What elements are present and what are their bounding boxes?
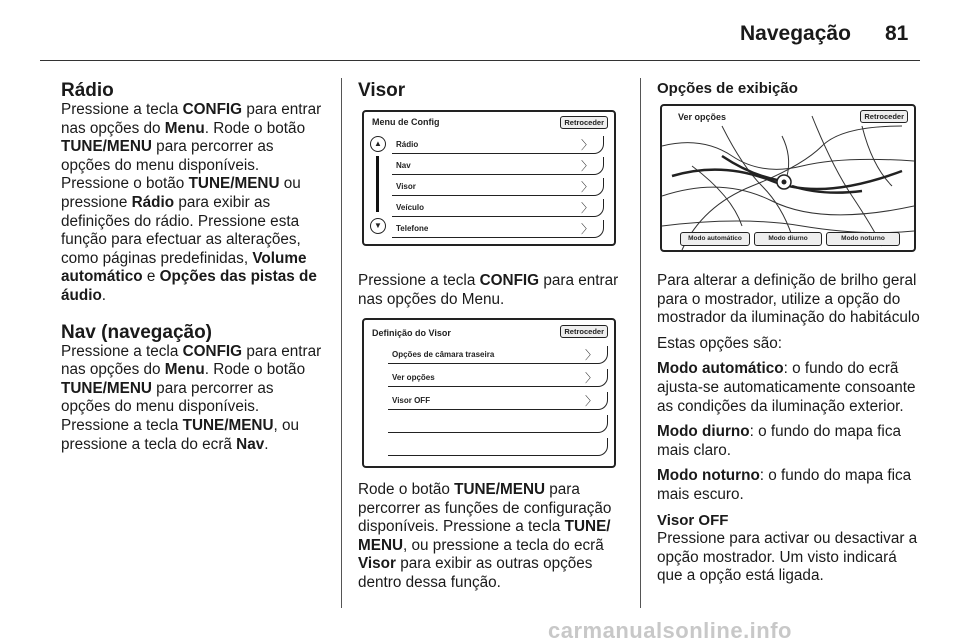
- page-number: 81: [885, 22, 909, 45]
- menu-item-label: Telefone: [396, 224, 429, 233]
- menu-item[interactable]: [388, 346, 608, 364]
- chevron-right-icon: 〉: [584, 348, 597, 362]
- bold-term: Modo automático: [657, 360, 784, 378]
- map-image: [662, 106, 914, 250]
- scrollbar-track: [376, 156, 379, 212]
- column-left: [61, 80, 327, 461]
- auto-mode-button[interactable]: Modo automático: [680, 232, 750, 246]
- column-right-text: [657, 272, 923, 593]
- column-middle-text: [358, 481, 628, 600]
- text-run: para percorrer as funções de configuração disponíveis. Pressione a tecla: [358, 481, 612, 536]
- text-run: para percorrer as opções do menu disponíveis. Pressione a tecla: [61, 379, 274, 434]
- text-run: Estas opções são:: [657, 334, 782, 352]
- bold-term: Visor: [358, 555, 396, 573]
- paragraph: [657, 360, 923, 416]
- column-right: [657, 80, 923, 99]
- text-run: ou pressione: [61, 175, 301, 211]
- back-button: Retroceder: [560, 116, 608, 129]
- paragraph: [657, 272, 923, 328]
- bold-term: Volume automático: [61, 249, 307, 286]
- chevron-right-icon: 〉: [580, 180, 593, 194]
- section-heading-visor: Visor: [358, 80, 406, 101]
- menu-item-label: Visor OFF: [392, 396, 431, 405]
- day-mode-button[interactable]: Modo diurno: [754, 232, 822, 246]
- bold-term: Rádio: [131, 193, 175, 211]
- chevron-right-icon: 〉: [580, 159, 593, 173]
- text-run: Pressione a tecla: [61, 342, 183, 360]
- figure-title: Ver opções: [678, 112, 727, 122]
- text-run: . Rode o botão: [204, 119, 306, 137]
- bold-term: TUNE/ MENU: [358, 518, 611, 554]
- menu-item-label: Ver opções: [392, 373, 435, 382]
- menu-item[interactable]: [392, 157, 604, 175]
- menu-item[interactable]: [388, 438, 608, 456]
- chevron-right-icon: 〉: [584, 394, 597, 408]
- bold-term: Menu: [164, 361, 205, 379]
- night-mode-button[interactable]: Modo noturno: [826, 232, 900, 246]
- text-run: . Rode o botão: [204, 361, 306, 379]
- section-heading-nav: Nav (navegação): [61, 321, 213, 343]
- figure-title: Definição do Visor: [372, 328, 451, 338]
- text-run: Rode o botão: [358, 481, 455, 498]
- menu-item[interactable]: [392, 178, 604, 196]
- section-heading-display-options: Opções de exibição: [657, 80, 798, 97]
- section-heading-visor-off: Visor OFF: [657, 511, 729, 529]
- bold-term: Modo diurno: [657, 423, 750, 441]
- text-run: Pressione a tecla: [61, 101, 183, 118]
- menu-item[interactable]: [392, 136, 604, 154]
- chevron-right-icon: 〉: [580, 222, 593, 236]
- bold-term: TUNE/MENU: [61, 379, 152, 397]
- column-divider: [640, 78, 641, 608]
- text-run: : o fundo do mapa fica mais claro.: [657, 423, 901, 459]
- bold-term: TUNE/MENU: [188, 175, 280, 193]
- text-run: .: [101, 286, 107, 304]
- menu-item[interactable]: [388, 369, 608, 387]
- back-button: Retroceder: [560, 325, 608, 338]
- text-run: , ou pressione a tecla do ecrã: [403, 536, 604, 554]
- menu-item[interactable]: [392, 220, 604, 238]
- text-run: , ou pressione a tecla do ecrã: [61, 416, 300, 453]
- text-run: Pressione a tecla: [358, 272, 480, 289]
- text-run: .: [264, 435, 269, 453]
- bold-term: CONFIG: [182, 101, 243, 118]
- column-middle-text: [358, 272, 626, 316]
- page-title: Navegação: [740, 22, 851, 45]
- bold-term: Nav: [236, 435, 265, 453]
- header-rule: [40, 60, 920, 61]
- paragraph: [657, 530, 923, 586]
- bold-term: Modo noturno: [657, 467, 760, 485]
- paragraph: [657, 335, 923, 354]
- view-options-figure: [660, 104, 916, 252]
- display-settings-figure: [362, 318, 616, 468]
- paragraph: [657, 423, 923, 460]
- text-run: para entrar nas opções do: [61, 342, 322, 379]
- menu-item[interactable]: [392, 199, 604, 217]
- paragraph: [61, 101, 327, 306]
- text-run: para exibir as outras opções dentro dessa função.: [358, 555, 593, 591]
- bold-term: TUNE/MENU: [61, 138, 152, 156]
- menu-item[interactable]: [388, 392, 608, 410]
- bold-term: TUNE/MENU: [182, 416, 274, 434]
- back-button: Retroceder: [860, 110, 908, 123]
- chevron-right-icon: 〉: [584, 371, 597, 385]
- bold-term: CONFIG: [479, 272, 540, 289]
- chevron-right-icon: 〉: [580, 138, 593, 152]
- menu-item-label: Veículo: [396, 203, 425, 212]
- paragraph: [61, 343, 327, 455]
- menu-item-label: Opções de câmara traseira: [392, 350, 495, 359]
- text-run: e: [142, 268, 160, 286]
- menu-item[interactable]: [388, 415, 608, 433]
- text-run: : o fundo do mapa fica mais escuro.: [657, 467, 912, 503]
- text-run: para percorrer as opções do menu disponíveis. Pressione o botão: [61, 138, 274, 193]
- menu-item-label: Visor: [396, 182, 416, 191]
- paragraph: [358, 272, 626, 309]
- menu-item-label: Rádio: [396, 140, 419, 149]
- paragraph: [657, 467, 923, 504]
- bold-term: CONFIG: [182, 342, 243, 360]
- figure-title: Menu de Config: [372, 117, 440, 127]
- scroll-down-icon: ▼: [370, 218, 386, 234]
- bold-term: Opções das pistas de áudio: [61, 268, 317, 304]
- section-heading-radio: Rádio: [61, 80, 114, 101]
- text-run: : o fundo do ecrã ajusta-se automaticamente consoante as condições da iluminação exterior.: [657, 360, 916, 415]
- scroll-up-icon: ▲: [370, 136, 386, 152]
- menu-item-label: Nav: [396, 161, 411, 170]
- text-run: para entrar nas opções do Menu.: [358, 272, 619, 308]
- watermark: carmanualsonline.info: [548, 618, 792, 643]
- paragraph: [358, 481, 628, 593]
- column-middle: [358, 80, 626, 101]
- bold-term: TUNE/MENU: [454, 481, 546, 498]
- chevron-right-icon: 〉: [580, 201, 593, 215]
- text-run: para exibir as definições do rádio. Pressione esta função para efectuar as alterações, como páginas predefinidas,: [61, 193, 301, 267]
- text-run: Para alterar a definição de brilho geral para o mostrador, utilize a opção do mostrador da iluminação do habitáculo: [657, 272, 920, 327]
- column-divider: [341, 78, 342, 608]
- text-run: Pressione para activar ou desactivar a opção mostrador. Um visto indicará que a opção está ligada.: [657, 530, 918, 585]
- config-menu-figure: [362, 110, 616, 246]
- text-run: para entrar nas opções do: [61, 101, 322, 137]
- bold-term: Menu: [164, 119, 205, 137]
